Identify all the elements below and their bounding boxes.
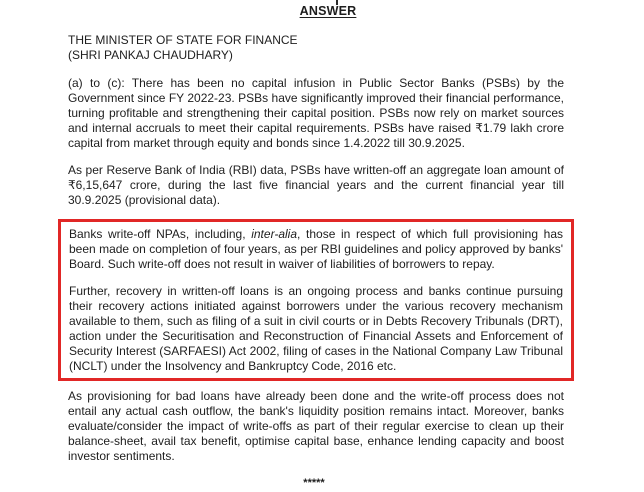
minister-name-line: (SHRI PANKAJ CHAUDHARY) [68, 48, 233, 62]
end-of-answer-mark: ***** [303, 477, 325, 489]
minister-title-line: THE MINISTER OF STATE FOR FINANCE [68, 33, 298, 47]
answer-heading [80, 4, 576, 19]
writeoff-policy-text-before: Banks write-off NPAs, including, [69, 227, 252, 241]
inter-alia-italic: inter-alia [251, 227, 298, 241]
paragraph-rbi-writeoff-data: As per Reserve Bank of India (RBI) data, PSBs have written-off an aggregate loan amount of ₹6,15,647 crore, during the last five financial years and the current financial year till 30.9.2025 (provisional data). [68, 163, 564, 207]
minister-block [68, 33, 564, 63]
highlight-box [58, 219, 574, 381]
paragraph-capital-infusion: (a) to (c): There has been no capital infusion in Public Sector Banks (PSBs) by the Government since FY 2022-23. PSBs have significantly improved their financial performance, turning profitable and strengthening their capital position. PSBs now rely on market sources and internal accruals to meet their capital requirements. PSBs have raised ₹1.79 lakh crore capital from market through equity and bonds since 1.4.2022 till 30.9.2025. [68, 76, 564, 150]
answer-heading-text: ANSWER [299, 4, 357, 18]
writeoff-policy-text-after: , those in respect of which full provisioning has been made on completion of four years, as per RBI guidelines and policy approved by banks' Board. Such write-off does not result in waiver of liabilities of borrowers to repay. [69, 227, 563, 271]
paragraph-writeoff-policy [69, 227, 563, 272]
paragraph-liquidity-impact: As provisioning for bad loans have already been done and the write-off process does not entail any actual cash outflow, the bank's liquidity position remains intact. Moreover, banks evaluate/consider the impact of write-offs as part of their regular exercise to clean up their balance-sheet, avail tax benefit, optimise capital base, enhance lending capacity and boost investor sentiments. [68, 389, 564, 463]
paragraph-recovery-mechanisms: Further, recovery in written-off loans is an ongoing process and banks continue pursuing their recovery actions initiated against borrowers under the various recovery mechanism available to them, such as filing of a suit in civil courts or in Debts Recovery Tribunals (DRT), action under the Securitisation and Reconstruction of Financial Assets and Enforcement of Security Interest (SARFAESI) Act 2002, filing of cases in the National Company Law Tribunal (NCLT) under the Insolvency and Bankruptcy Code, 2016 etc. [69, 284, 563, 373]
